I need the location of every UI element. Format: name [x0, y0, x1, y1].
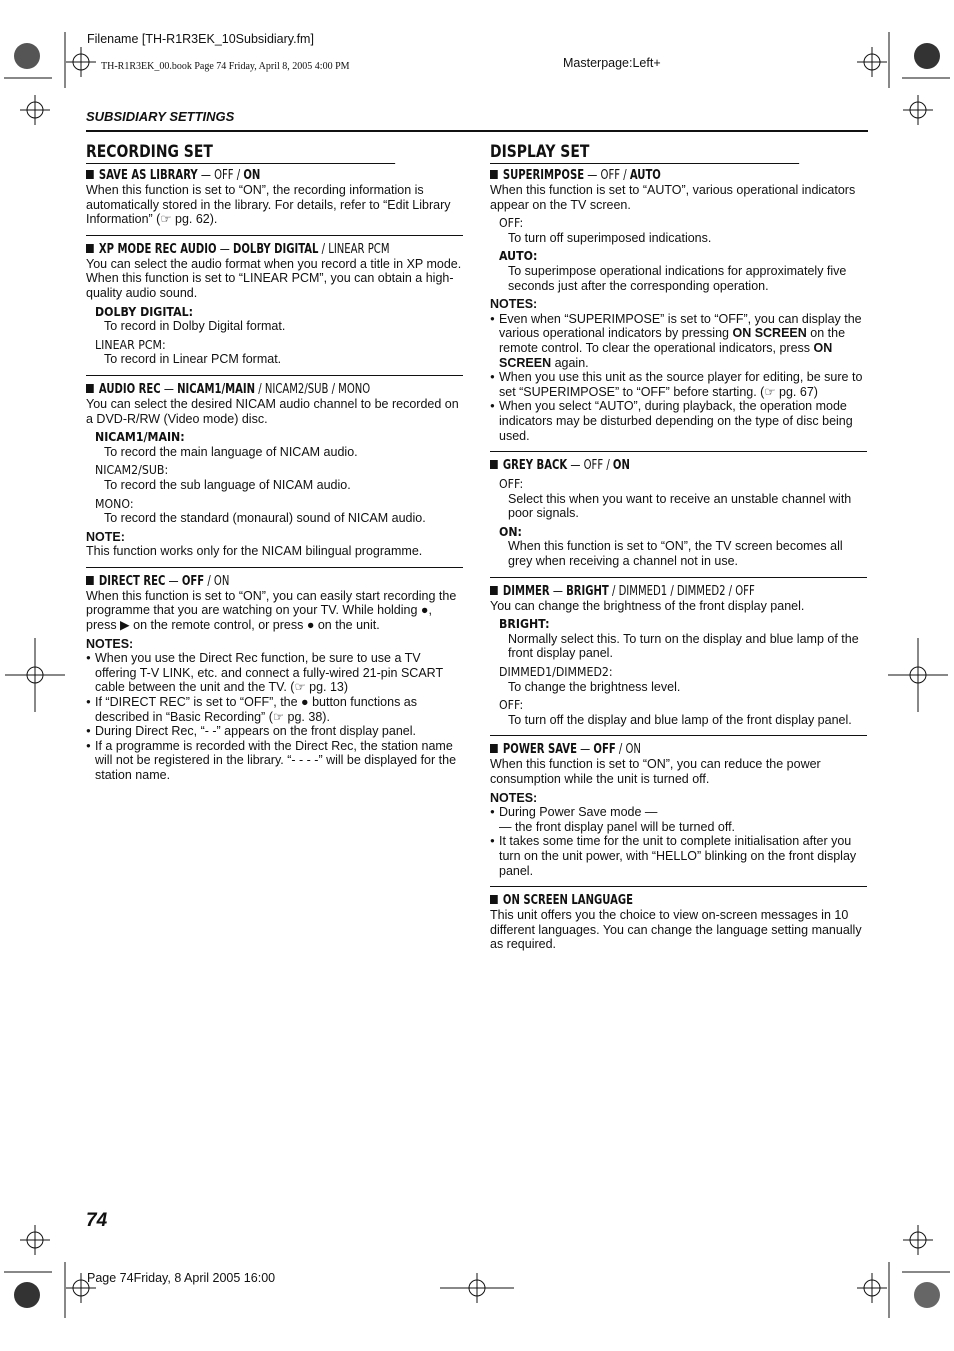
recording-set-title: RECORDING SET: [86, 140, 395, 164]
note-item: ● When you use this unit as the source player for editing, be sure to set “SUPERIMPOSE” to “OFF” before starting. (☞ pg. 67): [490, 370, 867, 399]
audio-rec-body: You can select the desired NICAM audio channel to be recorded on a DVD-R/RW (Video mode) disc.: [86, 396, 459, 426]
option-label: NICAM1/MAIN:: [95, 429, 185, 445]
note-item: ● If a programme is recorded with the Direct Rec, the station name will not be registered in the library. “- - - -” will be displayed for the station name.: [86, 739, 463, 783]
direct-rec-heading: DIRECT REC — OFF / ON: [86, 574, 410, 589]
power-save-body: When this function is set to “ON”, you can reduce the power consumption while the unit is turned off.: [490, 757, 821, 786]
square-bullet-icon: [86, 170, 94, 179]
square-bullet-icon: [490, 744, 498, 753]
note-item: ● If “DIRECT REC” is set to “OFF”, the ● button functions as described in “Basic Recording” (☞ pg. 38).: [86, 695, 463, 724]
power-save-heading: POWER SAVE — OFF / ON: [490, 742, 814, 757]
note-item: ● During Direct Rec, “- -” appears on the front display panel.: [86, 724, 463, 739]
option-label: ON:: [499, 523, 522, 539]
note-item: ● When you use the Direct Rec function, be sure to use a TV offering T-V LINK, etc. and connect a fully-wired 21-pin SCART cable between the unit and the TV. (☞ pg. 13): [86, 651, 463, 695]
divider: [490, 735, 867, 736]
option-desc: Normally select this. To turn on the display and blue lamp of the front display panel.: [508, 631, 859, 661]
footer-text: Page 74Friday, 8 April 2005 16:00: [87, 1271, 276, 1285]
option-label: OFF:: [499, 476, 524, 492]
grey-back-heading: GREY BACK — OFF / ON: [490, 458, 814, 473]
note-item: ● Even when “SUPERIMPOSE” is set to “OFF”, you can display the various operational indicators by pressing ON SCREEN on the remote control. To clear the operational indicators, press ON SCREEN again.: [490, 312, 867, 370]
option-label: DOLBY DIGITAL:: [95, 303, 193, 319]
option-desc: To record the standard (monaural) sound of NICAM audio.: [104, 511, 426, 526]
note-text: This function works only for the NICAM bilingual programme.: [86, 544, 423, 559]
xp-mode-rec-audio-heading: XP MODE REC AUDIO — DOLBY DIGITAL / LINEAR PCM: [86, 242, 410, 257]
option-label: AUTO:: [499, 248, 538, 264]
option-desc: To turn off the display and blue lamp of the front display panel.: [508, 712, 852, 727]
superimpose-heading: SUPERIMPOSE — OFF / AUTO: [490, 168, 814, 183]
option-desc: To record in Dolby Digital format.: [104, 319, 286, 334]
notes-title: NOTES:: [490, 790, 538, 805]
option-desc: To record the main language of NICAM audio.: [104, 444, 358, 459]
option-label: OFF:: [499, 697, 524, 713]
option-desc: To superimpose operational indications for approximately five seconds just after the corresponding operation.: [508, 263, 847, 293]
note-item: ● During Power Save mode —: [490, 805, 867, 820]
option-desc: To turn off superimposed indications.: [508, 230, 712, 245]
square-bullet-icon: [490, 170, 498, 179]
display-set-column: [490, 140, 867, 952]
on-screen-language-heading: ON SCREEN LANGUAGE: [490, 893, 814, 908]
audio-rec-heading: AUDIO REC — NICAM1/MAIN / NICAM2/SUB / MONO: [86, 382, 410, 397]
note-subitem: — the front display panel will be turned off.: [499, 819, 736, 834]
header-masterpage: Masterpage:Left+: [563, 56, 661, 70]
notes-title: NOTES:: [490, 297, 538, 312]
dimmer-heading: DIMMER — BRIGHT / DIMMED1 / DIMMED2 / OFF: [490, 584, 814, 599]
option-desc: To record in Linear PCM format.: [104, 352, 282, 367]
page-number: 74: [86, 1210, 108, 1231]
direct-rec-body: When this function is set to “ON”, you can easily start recording the programme that you are watching on your TV. While holding ●, press ▶ on the remote control, or press ● on the unit.: [86, 588, 457, 633]
divider: [490, 451, 867, 452]
on-screen-language-body: This unit offers you the choice to view on-screen messages in 10 different languages. You can change the language setting manually as required.: [490, 908, 862, 952]
divider: [86, 235, 463, 236]
option-label: DIMMED1/DIMMED2:: [499, 664, 613, 680]
note-item: ● When you select “AUTO”, during playback, the operation mode indicators may be disturbed depending on the type of disc being used.: [490, 399, 867, 443]
option-label: LINEAR PCM:: [95, 336, 166, 352]
section-tag: SUBSIDIARY SETTINGS: [86, 109, 235, 124]
header-filename: Filename [TH-R1R3EK_10Subsidiary.fm]: [87, 32, 314, 46]
notes-title: NOTES:: [86, 636, 134, 651]
option-label: NICAM2/SUB:: [95, 462, 169, 478]
display-set-title: DISPLAY SET: [490, 140, 799, 164]
save-as-library-heading: SAVE AS LIBRARY — OFF / ON: [86, 168, 410, 183]
option-desc: To record the sub language of NICAM audio.: [104, 477, 351, 492]
divider: [490, 886, 867, 887]
save-as-library-body: When this function is set to “ON”, the recording information is automatically stored in the library. For details, refer to “Edit Library Information” (☞ pg. 62).: [86, 183, 451, 227]
divider: [86, 375, 463, 376]
header-book-info: TH-R1R3EK_00.book Page 74 Friday, April 8, 2005 4:00 PM: [101, 61, 350, 72]
xp-mode-body: You can select the audio format when you record a title in XP mode. When this function is set to “LINEAR PCM”, you can obtain a high-quality audio sound.: [86, 256, 462, 300]
dimmer-body: You can change the brightness of the front display panel.: [490, 598, 805, 613]
square-bullet-icon: [86, 244, 94, 253]
square-bullet-icon: [86, 384, 94, 393]
recording-set-column: [86, 140, 463, 783]
option-label: MONO:: [95, 495, 134, 511]
option-label: BRIGHT:: [499, 616, 550, 632]
square-bullet-icon: [490, 895, 498, 904]
square-bullet-icon: [490, 586, 498, 595]
square-bullet-icon: [490, 460, 498, 469]
divider: [490, 577, 867, 578]
note-title: NOTE:: [86, 529, 125, 544]
option-desc: To change the brightness level.: [508, 679, 681, 694]
divider: [86, 567, 463, 568]
option-desc: Select this when you want to receive an unstable channel with poor signals.: [508, 491, 852, 521]
superimpose-body: When this function is set to “AUTO”, various operational indicators appear on the TV screen.: [490, 183, 856, 212]
top-rule: [86, 130, 868, 132]
option-desc: When this function is set to “ON”, the TV screen becomes all grey when receiving a channel not in use.: [508, 539, 843, 569]
option-label: OFF:: [499, 215, 524, 231]
note-item: ● It takes some time for the unit to complete initialisation after you turn on the unit power, with “HELLO” blinking on the front display panel.: [490, 834, 867, 878]
square-bullet-icon: [86, 576, 94, 585]
